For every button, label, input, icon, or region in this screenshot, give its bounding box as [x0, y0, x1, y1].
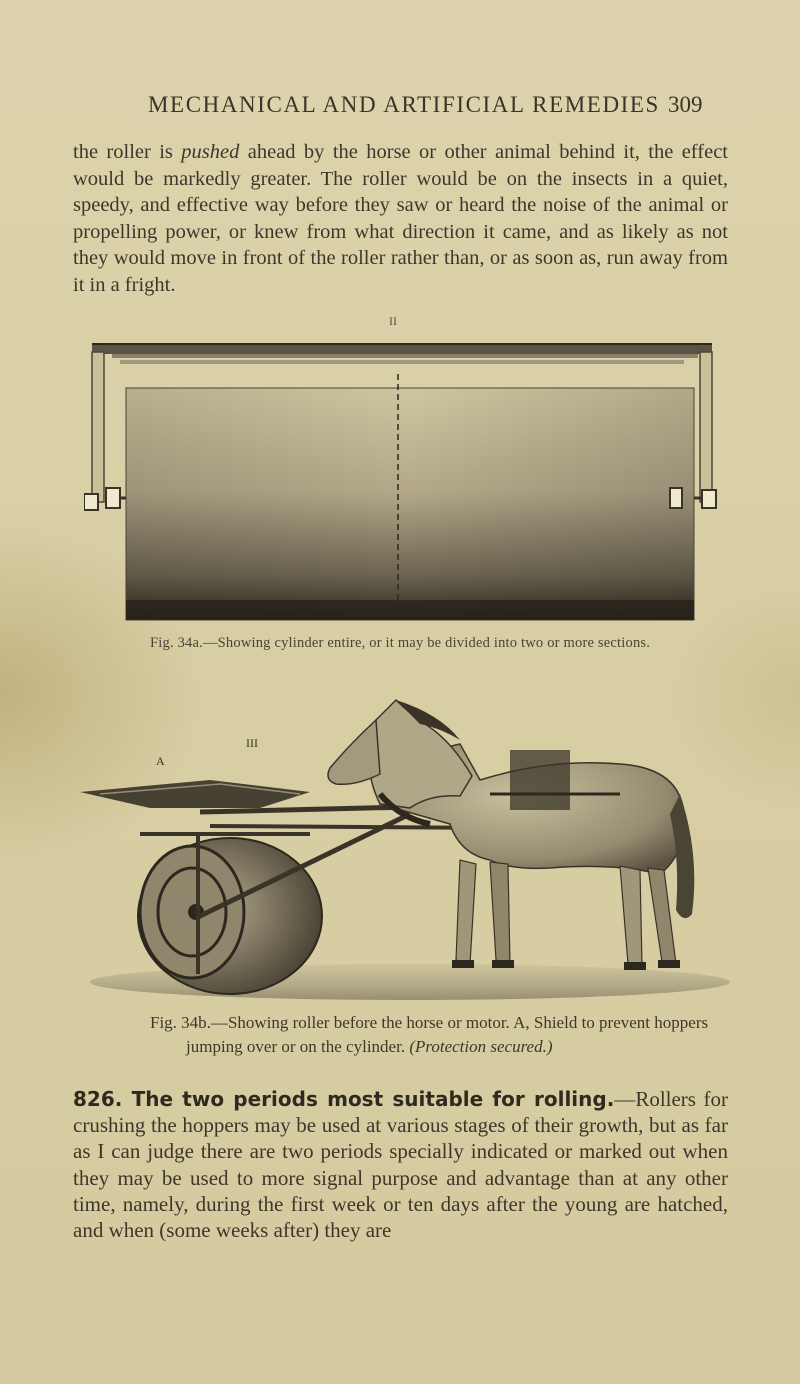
figure-caption-34b — [150, 1011, 750, 1059]
caption-text-34b: —Showing roller before the horse or motor. A, Shield to prevent hoppers — [210, 1013, 709, 1032]
figure-cylinder — [84, 338, 720, 624]
caption-text-34a: —Showing cylinder entire, or it may be divided into two or more sections. — [202, 635, 651, 651]
emphasis-pushed: pushed — [181, 141, 240, 163]
figure-horse-roller — [80, 684, 730, 1004]
section-body: —Rollers for crushing the hoppers may be used at various stages of their growth, but as far as I can judge there are two periods specially indicated or marked out when they may be used to more signal purpose and advantage than at any other time, namely, during the first week or ten days after the young are hatched, and when (some weeks after) they are — [73, 1087, 728, 1243]
running-head: MECHANICAL AND ARTIFICIAL REMEDIES — [148, 92, 660, 117]
caption-label-34b: Fig. 34b. — [150, 1013, 211, 1032]
label-iii: III — [246, 736, 258, 750]
caption-label-34a: Fig. 34a. — [150, 635, 203, 651]
cylinder-illustration — [84, 338, 720, 624]
plate-number: II — [389, 314, 397, 328]
paragraph-text-rest: ahead by the horse or other animal behind it, the effect would be markedly greater. The roller would be on the insects in a quiet, speedy, and effective way before they saw or heard the noise of the animal or propelling power, or knew from what direction it came, and as likely as not they would move in front of the roller rather than, or as soon as, run away from it in a fright. — [73, 141, 728, 296]
paragraph-top — [73, 139, 728, 298]
label-a: A — [156, 754, 165, 768]
paragraph-text-start: the roller is — [73, 141, 182, 163]
section-826 — [73, 1086, 728, 1243]
figure-caption-34a — [150, 635, 750, 652]
page-number: 309 — [668, 92, 703, 117]
horse-roller-illustration — [80, 684, 730, 1004]
caption-line2-text: jumping over or on the cylinder. — [186, 1037, 410, 1056]
caption-line2-34b — [150, 1035, 750, 1059]
section-heading: 826. The two periods most suitable for rolling. — [73, 1087, 615, 1111]
caption-credit: (Protection secured.) — [409, 1037, 553, 1056]
